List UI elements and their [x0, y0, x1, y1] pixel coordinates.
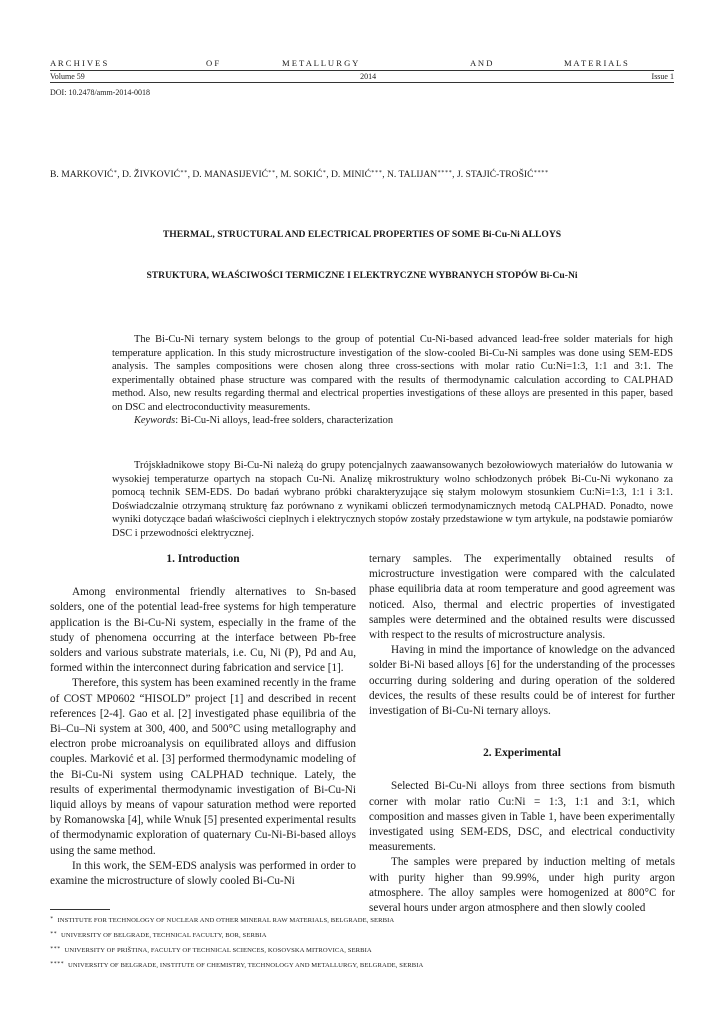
issue: Issue 1 [651, 72, 674, 81]
author: B. MARKOVIĆ∗ [50, 169, 118, 180]
paragraph: Selected Bi-Cu-Ni alloys from three sections from bismuth corner with molar ratio Cu:Ni = 1:3, 1:1 and 3:1, which composition and masses given in Table 1, have been experimentally investigated using SEM-EDS, DSC, and electrical conductivity measurements. [369, 780, 675, 854]
author: J. STAJIĆ-TROŠIĆ∗∗∗∗ [456, 169, 549, 180]
doi: DOI: 10.2478/amm-2014-0018 [50, 88, 150, 97]
header-rule [50, 82, 674, 83]
volume-row [50, 72, 674, 81]
volume: Volume 59 [50, 72, 85, 81]
abstract-polish [112, 459, 673, 540]
journal-word: O F [206, 58, 220, 68]
header-rule [50, 70, 674, 71]
author: N. TALIJAN∗∗∗∗ [387, 169, 453, 180]
section-heading: 1. Introduction [166, 553, 240, 565]
paragraph: Among environmental friendly alternatives to Sn-based solders, one of the potential lead-free systems for high temperature application is the Bi-Cu-Ni system, especially in the frame of the study of phenomena occurring at the interface between Pb-free solders and various substrate materials, i.e. Cu, Ni (P), Pd and Au, formed within the interconnect during fabrication and service [1]. [50, 586, 356, 675]
paper-title: THERMAL, STRUCTURAL AND ELECTRICAL PROPERTIES OF SOME Bi-Cu-Ni ALLOYS [162, 229, 562, 240]
abstract-text: The Bi-Cu-Ni ternary system belongs to the group of potential Cu-Ni-based advanced lead-free solder materials for high temperature application. In this study microstructure investigation of the slow-cooled Bi-Cu-Ni samples was done using SEM-EDS analysis. The samples compositions were chosen along three cross-sections with molar ratio Cu:Ni=1:3, 1:1 and 3:1. The experimentally obtained phase structure was compared with the results of thermodynamic calculation according to CALPHAD method. Also, new results regarding thermal and electrical properties investigations of these alloys are presented in this paper, based on DSC and electroconductivity measurements. [112, 334, 673, 413]
journal-word: M A T E R I A L S [564, 58, 628, 68]
section-heading: 2. Experimental [483, 747, 561, 760]
abstract-english [112, 333, 673, 428]
author-list: B. MARKOVIĆ∗, D. ŽIVKOVIĆ∗∗, D. MANASIJEVIĆ∗∗, M. SOKIĆ∗, D. MINIĆ∗∗∗, N. TALIJAN∗∗∗∗, J. STAJIĆ-TROŠIĆ∗∗∗∗ [50, 169, 549, 180]
journal-name [50, 58, 674, 68]
footnote: ∗∗∗∗ UNIVERSITY OF BELGRADE, INSTITUTE OF CHEMISTRY, TECHNOLOGY AND METALLURGY, BELGRADE, SERBIA [50, 961, 424, 969]
footnote: ∗∗∗ UNIVERSITY OF PRIŠTINA, FACULTY OF TECHNICAL SCIENCES, KOSOVSKA MITROVICA, SERBIA [50, 946, 372, 954]
paragraph: Therefore, this system has been examined recently in the frame of COST MP0602 “HISOLD” project [1] and described in recent references [2-4]. Gao et al. [2] investigated phase equilibria of the Bi–Cu–Ni system at 300, 400, and 500°C using metallography and electron probe microanalysis on equilibrated alloys and diffusion couples. Marković et al. [3] performed thermodynamic modeling of the Bi-Cu-Ni system using CALPHAD technique. Lately, the results of experimental thermodynamic investigation of Bi-Cu-Ni liquid alloys by means of vapour saturation method were reported by Romanowska [4], while Wnuk [5] presented experimental results of thermodynamic exploration of quaternary Cu-Ni-Bi-based alloys using the same method. [50, 677, 356, 857]
paragraph: ternary samples. The experimentally obtained results of microstructure investigation were compared with the calculated phase equilibria data at room temperature and good agreement was noticed. Also, thermal and electric properties of investigated samples were determined and the obtained results were discussed with respect to the results of microstructure analysis. [369, 553, 675, 642]
paragraph: The samples were prepared by induction melting of metals with purity higher than 99.99%, under high purity argon atmosphere. The alloy samples were homogenized at 800°C for several hours under argon atmosphere and then slowly cooled [369, 856, 675, 915]
author: D. ŽIVKOVIĆ∗∗ [121, 169, 188, 180]
journal-word: M E T A L L U R G Y [282, 58, 359, 68]
paragraph: Having in mind the importance of knowledge on the advanced solder Bi-Ni based alloys [6] for the understanding of the processes occurring during soldering and during operation of the soldered devices, the results of these results could be of interest for further investigation of Bi-Cu-Ni ternary alloys. [369, 644, 675, 718]
footnote: ∗∗ UNIVERSITY OF BELGRADE, TECHNICAL FACULTY, BOR, SERBIA [50, 931, 267, 939]
keywords: Keywords: Bi-Cu-Ni alloys, lead-free solders, characterization [134, 415, 394, 426]
year: 2014 [360, 72, 377, 81]
author: M. SOKIĆ∗ [280, 169, 327, 180]
affiliations [50, 912, 674, 972]
right-column [369, 552, 675, 916]
paper-title-polish: STRUKTURA, WŁAŚCIWOŚCI TERMICZNE I ELEKTRYCZNE WYBRANYCH STOPÓW Bi-Cu-Ni [146, 270, 578, 281]
journal-word: A N D [470, 58, 493, 68]
paragraph: In this work, the SEM-EDS analysis was performed in order to examine the microstructure of slowly cooled Bi-Cu-Ni [50, 859, 356, 888]
footnote: ∗ INSTITUTE FOR TECHNOLOGY OF NUCLEAR AND OTHER MINERAL RAW MATERIALS, BELGRADE, SERBIA [50, 916, 395, 924]
abstract-text: Trójskładnikowe stopy Bi-Cu-Ni należą do grupy potencjalnych zaawansowanych bezołowiowych materiałów do lutowania w wysokiej temperaturze opartych na stopach Cu-Ni. Analizę mikrostruktury wolno schłodzonych próbek Bi-Cu-Ni wykonano za pomocą technik SEM-EDS. Do badań wybrano próbki charakteryzujące się stałym molowym stosunkiem Cu:Ni=1:3, 1:1 i 3:1. Doświadczalnie otrzymaną strukturę faz porównano z wynikami obliczeń termodynamicznych metodą CALPHAD. Ponadto, nowe wyniki dotyczące badań właściwości cieplnych i elektrycznych stopów zostały przedstawione w tym artykule, na podstawie pomiarów DSC i przewodności elektrycznej. [112, 460, 673, 539]
footnote-rule [50, 909, 110, 910]
author: D. MANASIJEVIĆ∗∗ [192, 169, 276, 180]
journal-word: A R C H I V E S [50, 58, 108, 68]
author: D. MINIĆ∗∗∗ [331, 169, 383, 180]
left-column [50, 550, 356, 889]
